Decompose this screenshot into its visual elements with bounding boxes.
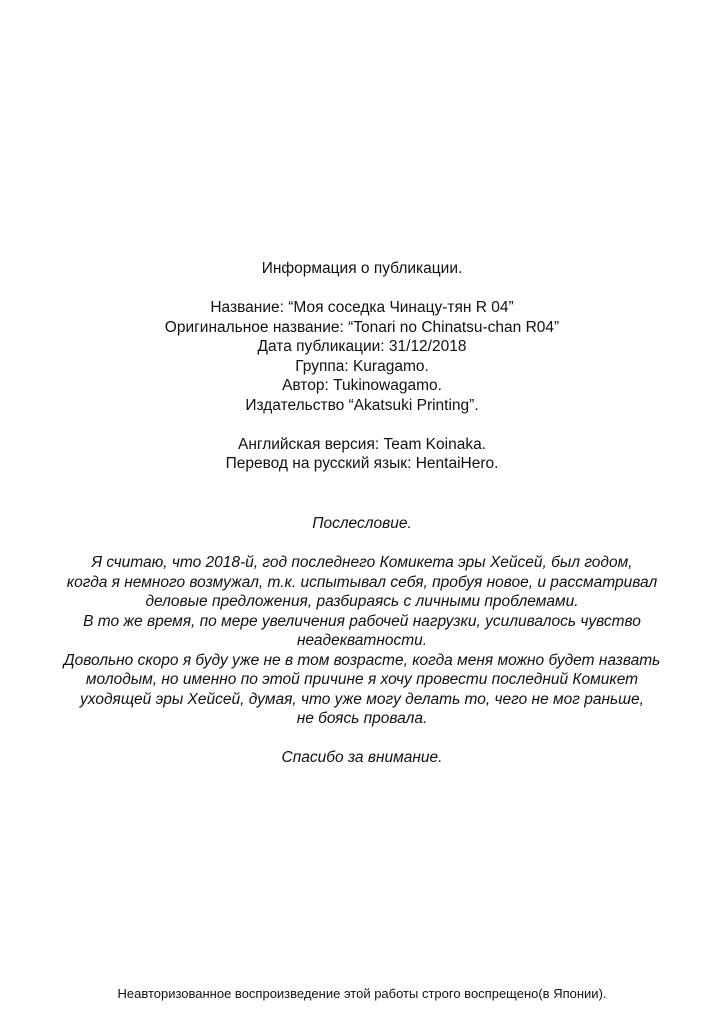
afterword-line: не боясь провала. bbox=[296, 710, 428, 727]
russian-translation-line: Перевод на русский язык: HentaiHero. bbox=[225, 455, 499, 472]
spacer bbox=[0, 279, 724, 299]
publication-info bbox=[0, 259, 724, 474]
publication-date-line: Дата публикации: 31/12/2018 bbox=[257, 338, 467, 355]
afterword-line: деловые предложения, разбираясь с личными проблемами. bbox=[145, 593, 579, 610]
afterword-line: Довольно скоро я буду уже не в том возрасте, когда меня можно будет назвать bbox=[63, 651, 661, 669]
afterword-line: уходящей эры Хейсей, думая, что уже могу делать то, чего не мог раньше, bbox=[80, 690, 644, 708]
afterword-heading: Послесловие. bbox=[312, 515, 412, 532]
author-line: Автор: Tukinowagamo. bbox=[282, 377, 442, 394]
spacer bbox=[0, 729, 724, 749]
spacer bbox=[0, 534, 724, 554]
publication-info-heading: Информация о публикации. bbox=[261, 260, 463, 277]
afterword-line: неадекватности. bbox=[296, 632, 428, 649]
english-version-line: Английская версия: Team Koinaka. bbox=[237, 435, 486, 453]
group-line: Группа: Kuragamo. bbox=[295, 357, 429, 375]
afterword-line: молодым, но именно по этой причине я хочу провести последний Комикет bbox=[85, 671, 639, 688]
original-title-line: Оригинальное название: “Tonari no Chinatsu-chan R04” bbox=[164, 318, 560, 336]
afterword-line: В то же время, по мере увеличения рабочей нагрузки, усиливалось чувство bbox=[83, 612, 641, 630]
afterword-line: Я считаю, что 2018-й, год последнего Комикета эры Хейсей, был годом, bbox=[91, 554, 633, 571]
afterword-thanks: Спасибо за внимание. bbox=[281, 749, 443, 766]
spacer bbox=[0, 415, 724, 435]
afterword bbox=[0, 514, 724, 768]
title-line: Название: “Моя соседка Чинацу-тян R 04” bbox=[210, 299, 514, 316]
copyright-notice: Неавторизованное воспроизведение этой работы строго воспрещено(в Японии). bbox=[117, 986, 607, 1001]
afterword-line: когда я немного возмужал, т.к. испытывал себя, пробуя новое, и рассматривал bbox=[66, 573, 658, 591]
publisher-line: Издательство “Akatsuki Printing”. bbox=[245, 396, 479, 414]
